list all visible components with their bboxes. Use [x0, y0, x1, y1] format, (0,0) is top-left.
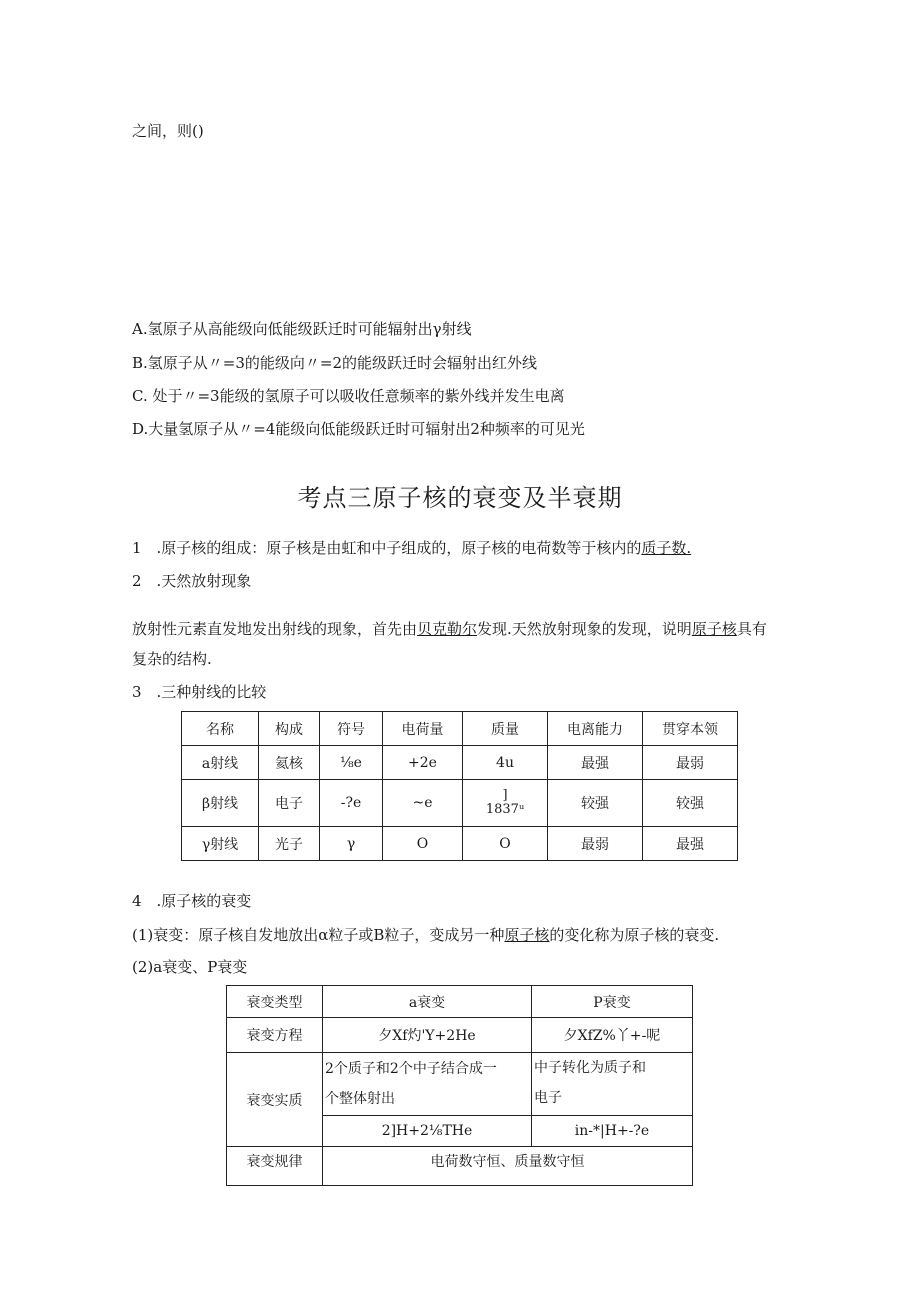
decay-table	[226, 985, 693, 1186]
header-cell: a衰变	[323, 986, 532, 1018]
option-d: D.大量氢原子从〃=4能级向低能级跃迁时可辐射出2种频率的可见光	[132, 420, 585, 438]
section-title: 考点三原子核的衰变及半衰期	[297, 484, 623, 512]
table-cell: 衰变规律	[227, 1147, 323, 1186]
table-cell: 最强	[548, 746, 643, 780]
header-cell: P衰变	[532, 986, 693, 1018]
table-cell: ⅛e	[320, 746, 383, 780]
table-cell: a射线	[182, 746, 259, 780]
header-cell: 衰变类型	[227, 986, 323, 1018]
alpha-essence-line: 2个质子和2个中子结合成一	[325, 1061, 497, 1077]
header-cell: 质量	[463, 712, 548, 746]
option-a: A.氢原子从高能级向低能级跃迁时可能辐射出γ射线	[132, 320, 472, 338]
table-cell: -?e	[320, 780, 383, 827]
table-cell: 2]H+2⅛THe	[323, 1116, 532, 1147]
table-row	[182, 780, 738, 827]
table-cell: 最弱	[548, 827, 643, 861]
option-c: C. 处于〃=3能级的氢原子可以吸收任意频率的紫外线并发生电离	[132, 387, 565, 405]
paragraph-decay-definition	[132, 924, 719, 945]
table-header-row	[182, 712, 738, 746]
table-cell: +2e	[383, 746, 463, 780]
table-cell: ~e	[383, 780, 463, 827]
table-cell: 衰变实质	[227, 1053, 323, 1147]
header-cell: 符号	[320, 712, 383, 746]
table-header-row	[227, 986, 693, 1018]
paragraph-decay-heading: 4 .原子核的衰变	[132, 892, 252, 910]
decay-text-pre: (1)衰变：原子核自发地放出α粒子或B粒子，变成另一种	[132, 926, 505, 944]
table-cell: 夕XfZ%丫+-呢	[532, 1018, 693, 1053]
table-row	[227, 1053, 693, 1116]
header-cell: 电离能力	[548, 712, 643, 746]
nucleus-word-2: 原子核	[504, 926, 550, 944]
nucleus-word: 原子核	[691, 620, 737, 638]
table-cell: 衰变方程	[227, 1018, 323, 1053]
paragraph-composition	[132, 537, 691, 558]
radiation-text-c: 具有	[736, 620, 767, 638]
beta-essence-line: 中子转化为质子和	[534, 1060, 646, 1076]
radiation-text-a: 放射性元素直发地发出射线的现象，首先由	[132, 620, 418, 638]
table-cell: O	[383, 827, 463, 861]
table-cell: O	[463, 827, 548, 861]
intro-text: 之间，则()	[132, 122, 204, 140]
table-cell: γ	[320, 827, 383, 861]
paragraph-radiation	[132, 618, 767, 639]
table-cell: 最弱	[643, 746, 738, 780]
becquerel: 贝克勒尔	[417, 620, 478, 638]
table-cell: 电子	[259, 780, 320, 827]
beta-mass-top: ]	[502, 787, 508, 803]
decay-text-post: 的变化称为原子核的衰变.	[549, 926, 720, 944]
header-cell: 电荷量	[383, 712, 463, 746]
table-cell: 4u	[463, 746, 548, 780]
header-cell: 名称	[182, 712, 259, 746]
paragraph-rays-heading: 3 .三种射线的比较	[132, 683, 267, 701]
alpha-essence-line: 个整体射出	[325, 1091, 395, 1107]
paragraph-radiation-cont: 复杂的结构.	[132, 650, 212, 668]
paragraph-radiation-heading: 2 .天然放射现象	[132, 572, 252, 590]
table-cell	[463, 780, 548, 827]
proton-number: 质子数.	[641, 539, 692, 557]
table-row	[182, 827, 738, 861]
table-row	[182, 746, 738, 780]
paragraph-decay-types: (2)a衰变、P衰变	[132, 958, 248, 976]
table-cell: 最强	[643, 827, 738, 861]
radiation-text-b: 发现.天然放射现象的发现，说明	[477, 620, 692, 638]
table-cell: 光子	[259, 827, 320, 861]
beta-mass	[486, 789, 524, 818]
table-cell: γ射线	[182, 827, 259, 861]
composition-text: 1 .原子核的组成：原子核是由虹和中子组成的，原子核的电荷数等于核内的	[132, 539, 642, 557]
option-b: B.氢原子从〃=3的能级向〃=2的能级跃迁时会辐射出红外线	[132, 354, 538, 372]
table-cell	[323, 1053, 532, 1116]
table-cell: 氦核	[259, 746, 320, 780]
table-cell: 夕Xf灼'Y+2He	[323, 1018, 532, 1053]
header-cell: 贯穿本领	[643, 712, 738, 746]
beta-mass-bottom: 1837ᵘ	[485, 802, 525, 817]
table-cell: 较强	[643, 780, 738, 827]
table-cell: 电荷数守恒、质量数守恒	[323, 1147, 693, 1186]
table-cell: β射线	[182, 780, 259, 827]
table-row	[227, 1147, 693, 1186]
rays-comparison-table	[181, 711, 738, 861]
table-cell	[532, 1053, 693, 1116]
table-cell: in-*|H+-?e	[532, 1116, 693, 1147]
table-row	[227, 1018, 693, 1053]
header-cell: 构成	[259, 712, 320, 746]
table-cell: 较强	[548, 780, 643, 827]
beta-essence-line: 电子	[534, 1090, 562, 1106]
